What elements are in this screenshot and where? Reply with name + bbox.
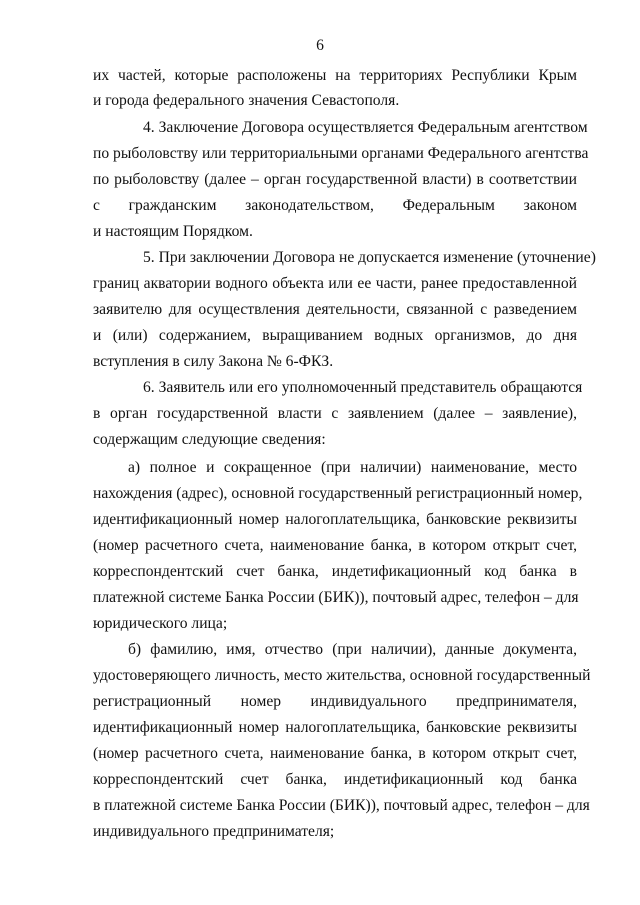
paragraph-line: их частей, которые расположены на территориях Республики Крым <box>93 67 577 84</box>
paragraph-line: нахождения (адрес), основной государственный регистрационный номер, <box>93 485 583 502</box>
paragraph-line: платежной системе Банка России (БИК)), почтовый адрес, телефон – для <box>93 589 579 606</box>
paragraph-line: заявителю для осуществления деятельности, связанной с разведением <box>93 301 577 318</box>
paragraph-line: (номер расчетного счета, наименование банка, в котором открыт счет, <box>93 537 577 554</box>
page-number: 6 <box>316 37 324 54</box>
paragraph-line: (номер расчетного счета, наименование банка, в котором открыт счет, <box>93 745 577 762</box>
paragraph-line: вступления в силу Закона № 6-ФКЗ. <box>93 353 334 370</box>
paragraph-line: в орган государственной власти с заявлением (далее – заявление), <box>93 405 577 422</box>
paragraph-line: корреспондентский счет банка, индетификационный код банка в <box>93 563 577 580</box>
paragraph-line: 4. Заключение Договора осуществляется Федеральным агентством <box>143 119 588 136</box>
paragraph-line: 6. Заявитель или его уполномоченный представитель обращаются <box>143 379 583 396</box>
paragraph-line: и настоящим Порядком. <box>93 223 253 240</box>
paragraph-line: с гражданским законодательством, Федеральным законом <box>93 197 577 214</box>
paragraph-line: в платежной системе Банка России (БИК)), почтовый адрес, телефон – для <box>93 797 590 814</box>
paragraph-line: по рыболовству или территориальными органами Федерального агентства <box>93 145 589 162</box>
paragraph-line: регистрационный номер индивидуального предпринимателя, <box>93 693 577 710</box>
paragraph-line: и (или) содержанием, выращиванием водных организмов, до дня <box>93 327 577 344</box>
paragraph-line: по рыболовству (далее – орган государственной власти) в соответствии <box>93 171 577 188</box>
paragraph-line: а) полное и сокращенное (при наличии) наименование, место <box>128 459 577 476</box>
paragraph-line: и города федерального значения Севастополя. <box>93 92 400 109</box>
paragraph-line: идентификационный номер налогоплательщика, банковские реквизиты <box>93 719 577 736</box>
paragraph-line: содержащим следующие сведения: <box>93 431 326 448</box>
paragraph-line: корреспондентский счет банка, индетификационный код банка <box>93 771 577 788</box>
paragraph-line: юридического лица; <box>93 615 228 632</box>
paragraph-line: 5. При заключении Договора не допускается изменение (уточнение) <box>143 249 596 266</box>
paragraph-line: идентификационный номер налогоплательщика, банковские реквизиты <box>93 511 577 528</box>
paragraph-line: удостоверяющего личность, место жительства, основной государственный <box>93 667 591 684</box>
paragraph-line: индивидуального предпринимателя; <box>93 823 335 840</box>
paragraph-line: границ акватории водного объекта или ее части, ранее предоставленной <box>93 275 577 292</box>
paragraph-line: б) фамилию, имя, отчество (при наличии), данные документа, <box>128 641 577 658</box>
